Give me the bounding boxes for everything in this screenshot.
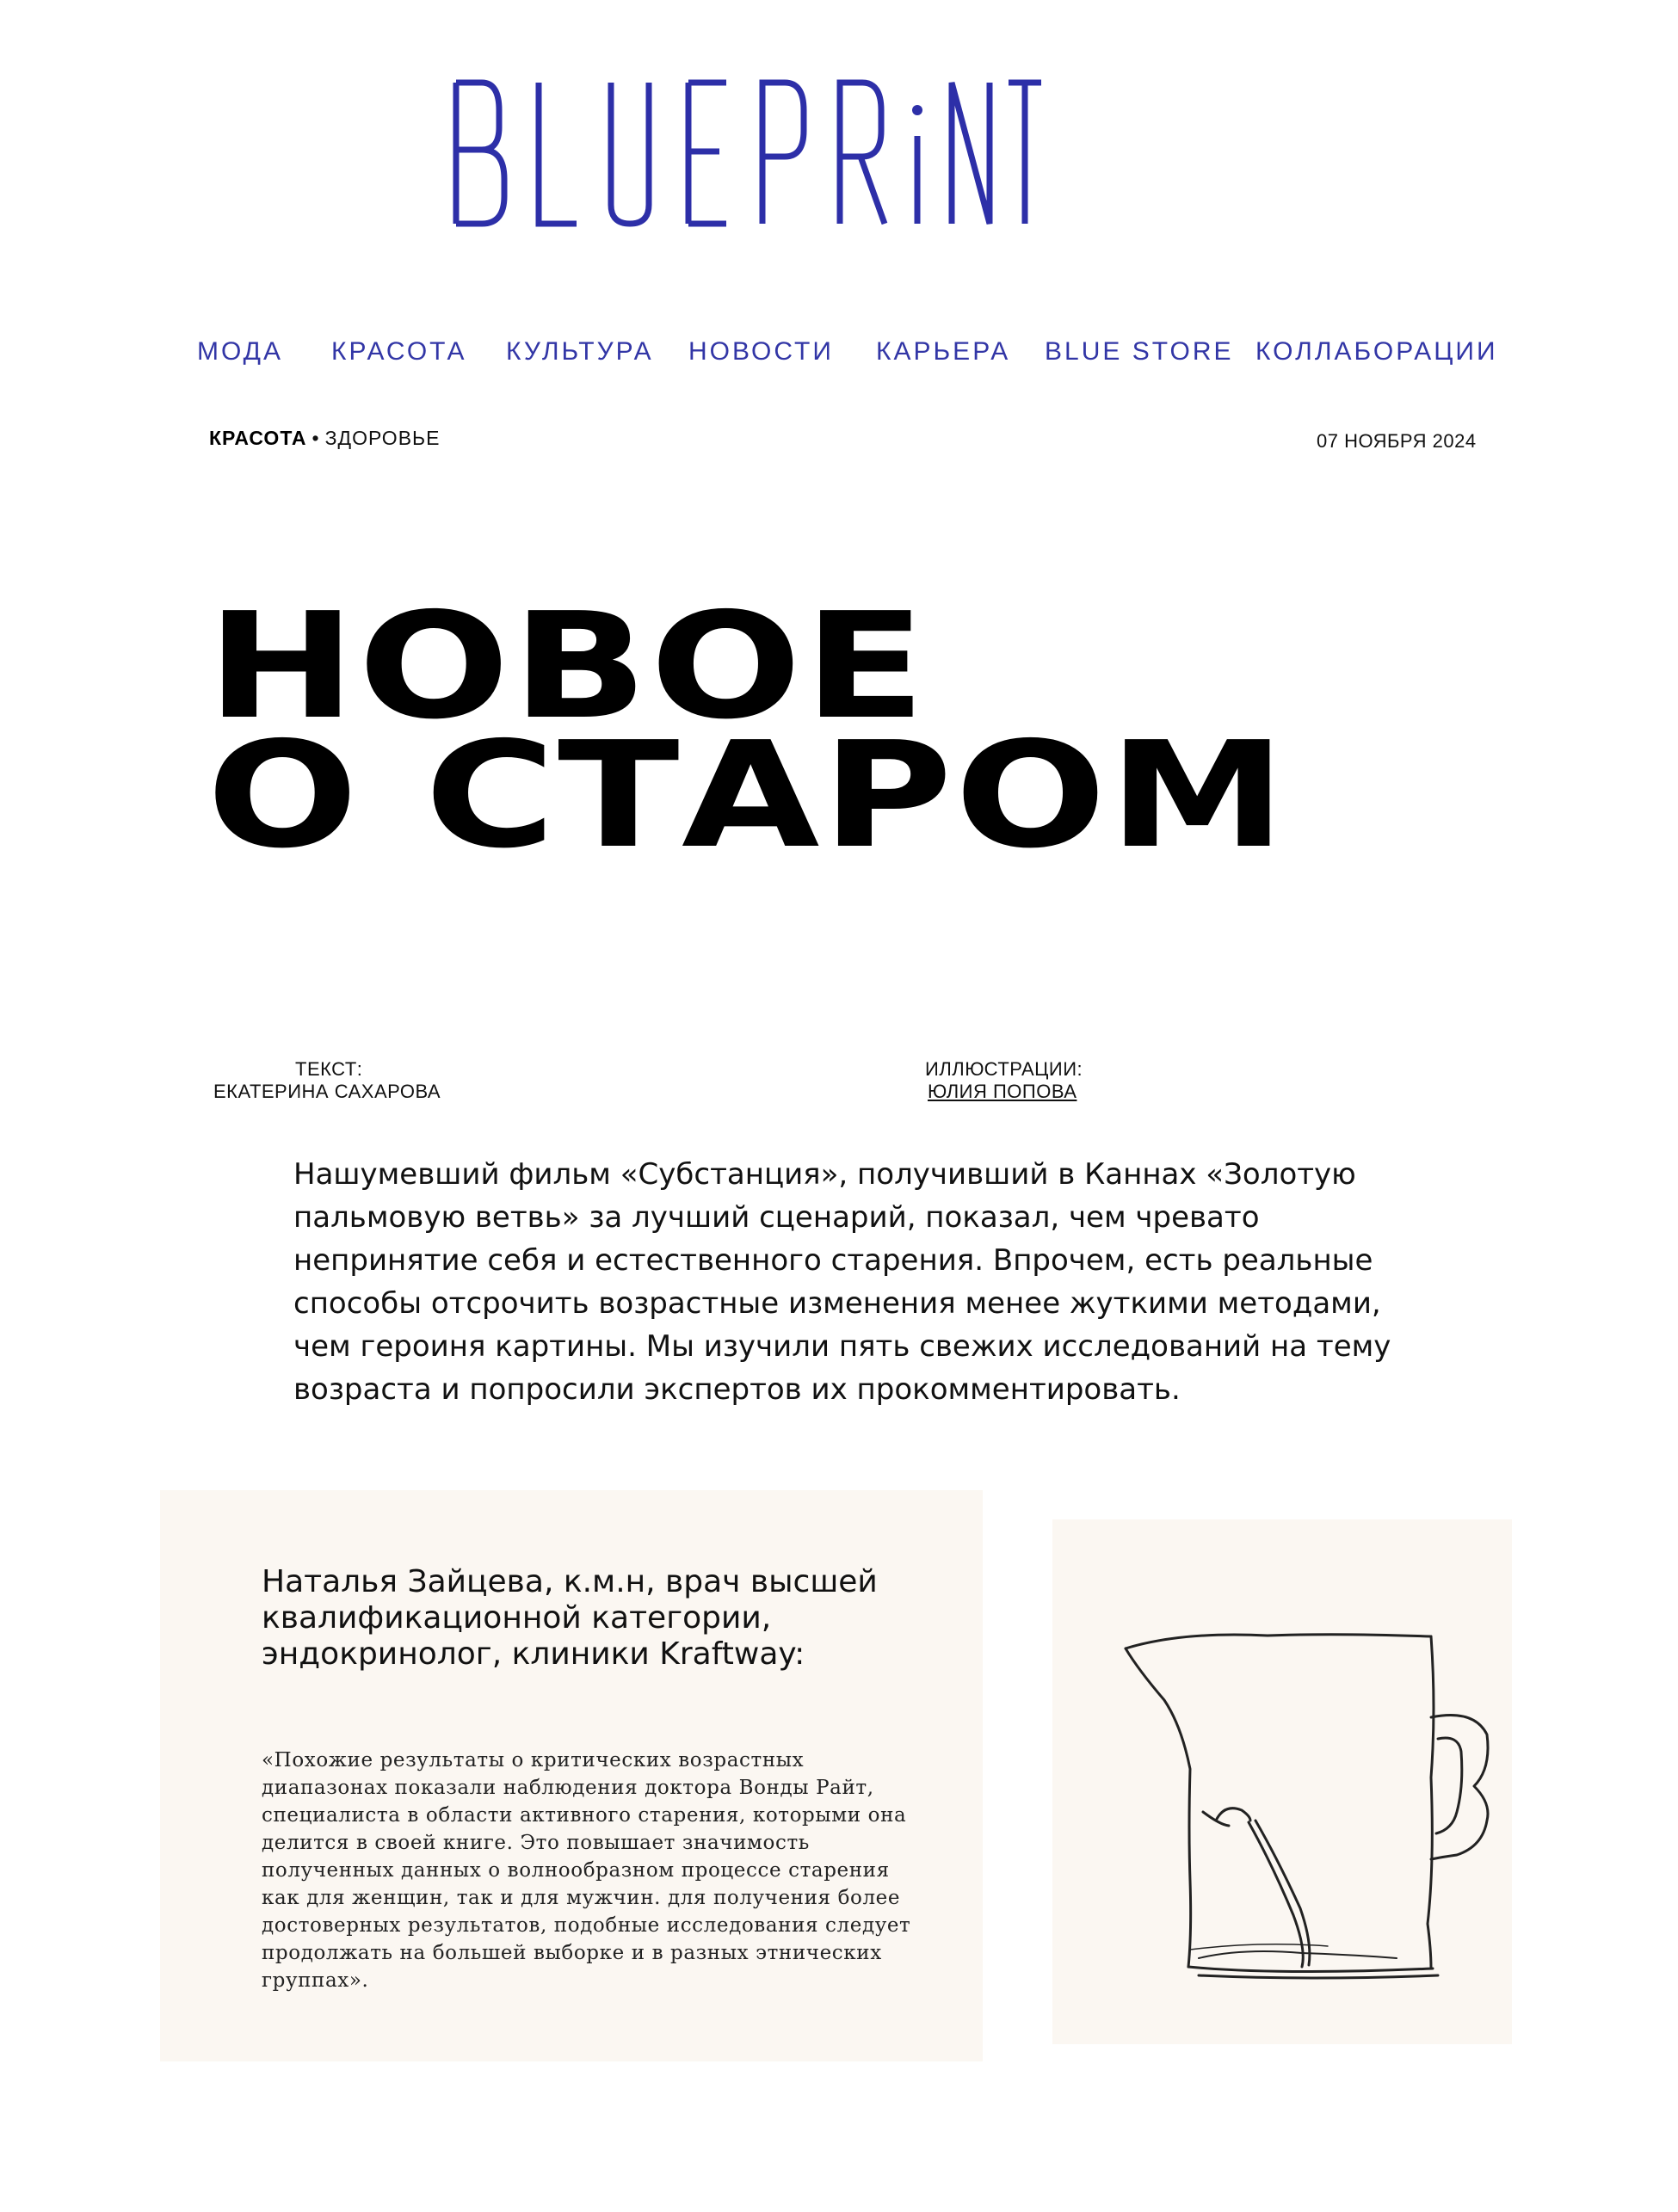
article-title [207,582,1288,881]
author-credit-name: ЕКАТЕРИНА САХАРОВА [213,1081,441,1102]
rubric-link[interactable]: КРАСОТА [209,427,307,449]
illustrator-credit [925,1058,1083,1103]
quote-text: «Похожие результаты о критических возрастных диапазонах показали наблюдения доктора Вонды Райт, специалиста в области активного старения, которыми она делится в своей книге. Это повышает значимость полученных данных о волнообразном процессе старения как для женщин, так и для мужчин. для получения более достоверных результатов, подобные исследования следует продолжать на большей выборке и в разных этнических группах». [262,1749,911,1992]
nav-item-fashion[interactable]: МОДА [197,337,283,366]
nav-item-culture[interactable]: КУЛЬТУРА [506,337,654,366]
article-illustration [1052,1519,1512,2044]
illustrator-credit-link[interactable]: ЮЛИЯ ПОПОВА [928,1081,1077,1102]
nav-item-news[interactable]: НОВОСТИ [688,337,834,366]
blueprint-logo-icon [447,76,1041,231]
nav-item-career[interactable]: КАРЬЕРА [876,337,1011,366]
author-credit-label: ТЕКСТ: [295,1058,363,1080]
quote-author: Наталья Зайцева, к.м.н, врач высшей квалификационной категории, эндокринолог, клиники Kraftway: [262,1564,878,1672]
rubric-separator: • [312,427,320,449]
nav-item-beauty[interactable]: КРАСОТА [331,337,467,366]
nav-item-blue-store[interactable]: BLUE STORE [1045,337,1234,366]
subrubric-link[interactable]: ЗДОРОВЬЕ [324,427,441,449]
article-title-line-2: О СТАРОМ [207,711,1288,881]
main-nav [0,337,1678,379]
jug-icon [1052,1519,1512,2044]
author-credit [213,1058,441,1103]
breadcrumb [209,427,440,450]
site-logo[interactable] [447,76,1041,231]
article-title-line-1: НОВОЕ [207,582,928,752]
article-lead: Нашумевший фильм «Субстанция», получивший в Каннах «Золотую пальмовую ветвь» за лучший сценарий, показал, чем чревато непринятие себя и естественного старения. Впрочем, есть реальные способы отсрочить возрастные изменения менее жуткими методами, чем героиня картины. Мы изучили пять свежих исследований на тему возраста и попросили экспертов их прокомментировать. [293,1157,1391,1407]
illustrator-credit-label: ИЛЛЮСТРАЦИИ: [925,1058,1083,1080]
nav-item-collaborations[interactable]: КОЛЛАБОРАЦИИ [1255,337,1498,366]
publish-date: 07 НОЯБРЯ 2024 [1317,430,1477,452]
